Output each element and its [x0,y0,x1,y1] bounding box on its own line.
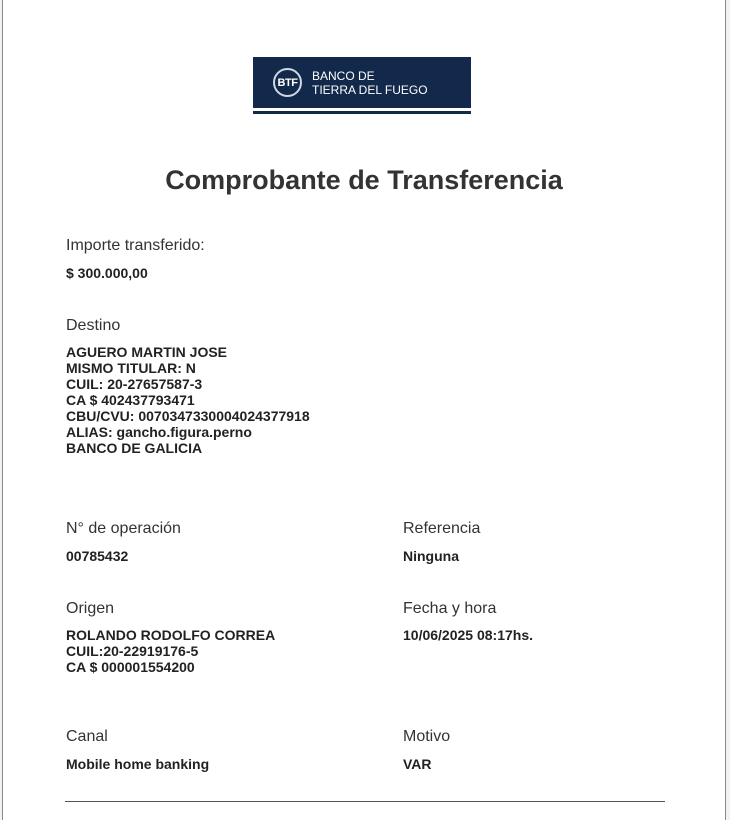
datetime-value: 10/06/2025 08:17hs. [403,627,533,643]
bank-name [312,69,428,97]
destination-details [66,344,310,456]
bank-logo-circle-icon: BTF [273,68,302,97]
destination-same-holder: MISMO TITULAR: N [66,360,196,376]
origin-cuil: CUIL:20-22919176-5 [66,643,199,659]
channel-label: Canal [66,728,108,745]
logo-underline [253,111,471,114]
destination-bank: BANCO DE GALICIA [66,440,203,456]
bottom-divider [65,801,665,802]
origin-name: ROLANDO RODOLFO CORREA [66,627,276,643]
datetime-label: Fecha y hora [403,600,497,617]
operation-value: 00785432 [66,548,129,564]
origin-details [66,627,275,675]
amount-label: Importe transferido: [66,237,205,254]
amount-value: $ 300.000,00 [66,265,148,281]
origin-label: Origen [66,600,115,617]
operation-label: N° de operación [66,520,181,537]
reason-value: VAR [403,756,432,772]
document-title: Comprobante de Transferencia [165,165,563,195]
destination-name: AGUERO MARTIN JOSE [66,344,228,360]
bank-name-line2: TIERRA DEL FUEGO [312,82,428,97]
destination-account: CA $ 402437793471 [66,392,195,408]
reference-label: Referencia [403,520,481,537]
destination-label: Destino [66,317,121,334]
destination-alias: ALIAS: gancho.figura.perno [66,424,252,440]
receipt-document [2,0,726,820]
reason-label: Motivo [403,728,451,745]
bank-logo-badge [253,57,471,108]
reference-value: Ninguna [403,548,459,564]
destination-cbu: CBU/CVU: 0070347330004024377918 [66,408,310,424]
bank-name-line1: BANCO DE [312,68,375,83]
bank-logo [253,57,471,115]
destination-cuil: CUIL: 20-27657587-3 [66,376,203,392]
channel-value: Mobile home banking [66,756,210,772]
origin-account: CA $ 000001554200 [66,659,195,675]
